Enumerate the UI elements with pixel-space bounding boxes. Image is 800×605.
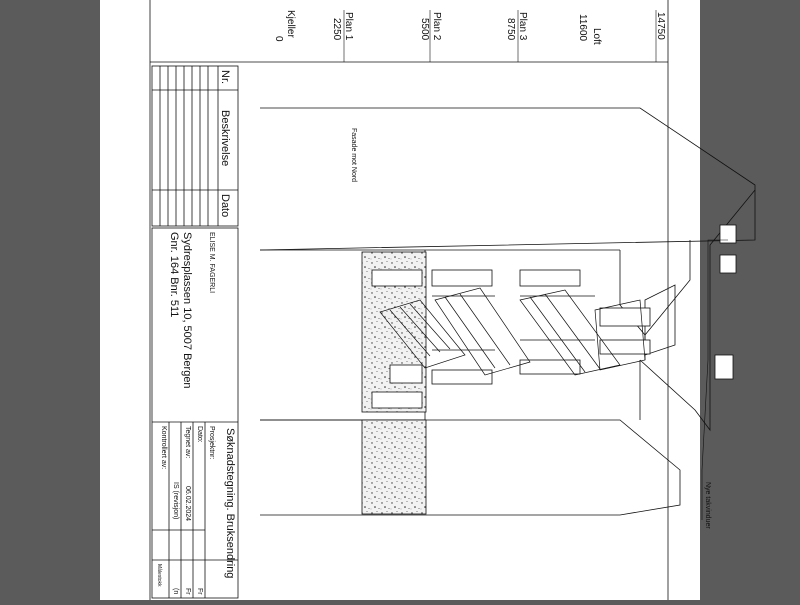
roof-window-label: Nye takvinduer <box>704 482 711 529</box>
level-label-top: 14750 <box>655 12 666 40</box>
row-extra-tegnet-av: (n <box>172 588 179 595</box>
level-name-kjeller: Kjeller <box>285 10 296 38</box>
row-value-dato: 06.02.2024 <box>184 486 191 522</box>
row-extra-dato: Fr <box>184 588 191 595</box>
level-name-loft: Loft <box>591 28 602 45</box>
level-labels <box>273 10 666 45</box>
drawing-canvas <box>100 0 711 600</box>
row-extra-prosjektnr: Fr <box>196 588 203 595</box>
level-value-plan2: 5500 <box>419 18 430 41</box>
facade-label: Fasade mot Nord <box>350 128 357 183</box>
row-label-prosjektnr: Prosjektnr: <box>208 426 215 460</box>
revision-table-headers <box>219 70 231 217</box>
row-label-dato: Dato: <box>196 426 203 443</box>
address-line: Sydresplassen 10, 5007 Bergen <box>181 232 193 389</box>
row-label-tegnet-av: Tegnet av: <box>184 426 191 459</box>
level-value-kjeller: 0 <box>273 36 284 42</box>
row-value-tegnet-av: IS (revisjon) <box>172 482 179 520</box>
scale-label: Målestokk <box>156 564 162 587</box>
title-block-text <box>156 232 236 595</box>
level-name-plan1: Plan 1 <box>343 12 354 41</box>
revision-header-nr: Nr. <box>219 70 231 85</box>
owner-name: ELISE M. FAGERLI <box>208 232 215 294</box>
revision-header-dato: Dato <box>219 194 231 218</box>
drawing-title: Søknadstegning. Bruksendring <box>224 428 236 579</box>
basement-hatch-right <box>362 420 426 514</box>
windows <box>372 225 736 408</box>
facade-drawing <box>260 108 755 515</box>
level-tick-lines <box>344 10 656 62</box>
roof-window-leader <box>702 240 728 520</box>
revision-header-beskrivelse: Beskrivelse <box>219 110 231 167</box>
level-name-plan3: Plan 3 <box>517 12 528 41</box>
level-name-plan2: Plan 2 <box>431 12 442 41</box>
level-value-loft: 11600 <box>577 14 588 42</box>
row-label-kontrollert-av: Kontrollert av: <box>160 426 167 470</box>
level-value-plan3: 8750 <box>505 18 516 41</box>
drawing-sheet <box>100 0 711 600</box>
level-value-plan1: 2250 <box>331 18 342 41</box>
gnr-bnr-line: Gnr. 164 Bnr. 511 <box>168 232 180 318</box>
